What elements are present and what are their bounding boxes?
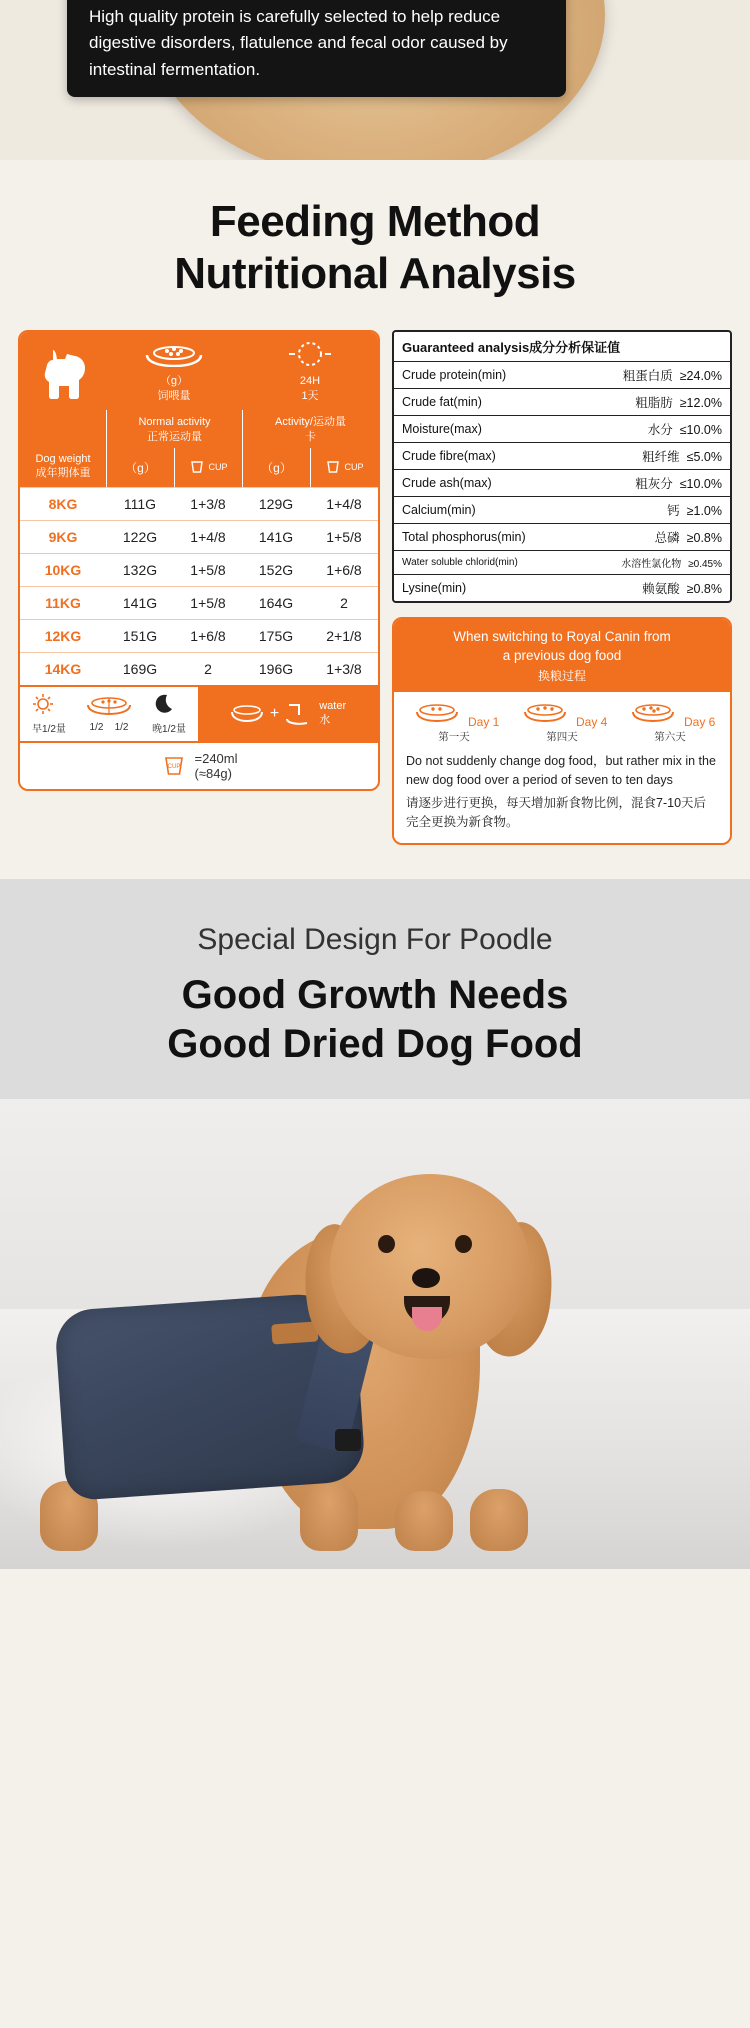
row-cup-active: 1+5/8 [326, 528, 362, 545]
analysis-name-en: Crude protein(min) [402, 367, 507, 382]
sun-icon [32, 693, 54, 715]
table-row [20, 553, 378, 586]
analysis-name-en: Crude ash(max) [402, 475, 492, 490]
weight-header [20, 448, 106, 487]
feeding-table-header [20, 332, 378, 411]
normal-activity-en: Normal activity [138, 416, 211, 429]
half-left: 1/2 [89, 721, 104, 733]
analysis-name-cn: 粗脂肪 [635, 395, 673, 410]
cup-conversion [20, 741, 378, 789]
analysis-name-cn: 粗蛋白质 [622, 368, 673, 383]
gram-header-2: （g） [242, 448, 310, 487]
title-line-2: Nutritional Analysis [174, 248, 576, 298]
bowl-day1-icon [409, 702, 465, 726]
daily-split-row [20, 685, 378, 741]
switching-head-line1: When switching to Royal Canin from [453, 628, 671, 644]
row-weight: 11KG [45, 594, 81, 611]
analysis-row [394, 551, 730, 575]
analysis-name-en: Calcium(min) [402, 502, 476, 517]
amount-meta [106, 332, 242, 411]
plus-sign: + [269, 704, 280, 722]
row-gram-active: 175G [258, 627, 294, 644]
food-photo-section [0, 0, 750, 160]
dog-eye-right [455, 1235, 472, 1253]
row-gram-normal: 122G [122, 528, 158, 545]
switching-body-en: Do not suddenly change dog food，but rather mix in the new dog food over a period of seven to ten days [406, 754, 716, 788]
time-label-en: 24H [299, 374, 321, 387]
analysis-row [394, 389, 730, 416]
normal-activity-cn: 正常运动量 [147, 430, 202, 443]
dog-leg [470, 1489, 528, 1551]
bowl-day6-icon [625, 702, 681, 726]
analysis-row [394, 470, 730, 497]
dog-head [330, 1174, 530, 1359]
cup-header-1 [174, 448, 242, 487]
row-gram-active: 129G [258, 495, 294, 512]
analysis-value: ≥0.8% [686, 530, 722, 545]
amount-label-cn: 饲喂量 [157, 389, 191, 402]
switch-day [625, 702, 716, 744]
row-cup-normal: 1+5/8 [190, 594, 226, 611]
switch-day-en: Day 1 [467, 715, 500, 730]
row-gram-active: 152G [258, 561, 294, 578]
poodle-headline-2: Good Dried Dog Food [167, 1022, 583, 1067]
bowl-icon [230, 702, 264, 726]
morning-evening-split [20, 687, 198, 741]
analysis-column [392, 330, 732, 846]
info-panels [0, 318, 750, 880]
moon-icon [152, 693, 174, 715]
row-cup-active: 1+3/8 [326, 660, 362, 677]
evening-label: 晚1/2量 [152, 723, 186, 735]
row-gram-normal: 132G [122, 561, 158, 578]
amount-label-en: （g） [159, 374, 189, 387]
row-gram-normal: 141G [122, 594, 158, 611]
morning-label: 早1/2量 [32, 723, 66, 735]
hero-caption: High quality protein is carefully selected to help reduce digestive disorders, flatulence and fecal odor caused by intestinal fermentation. [67, 0, 566, 97]
guaranteed-analysis-title: Guaranteed analysis成分分析保证值 [394, 332, 730, 362]
dog-leg [300, 1481, 358, 1551]
water-note [198, 687, 378, 741]
table-row [20, 520, 378, 553]
row-cup-normal: 1+4/8 [190, 528, 226, 545]
food-bowl-icon [106, 341, 242, 372]
analysis-name-en: Moisture(max) [402, 421, 482, 436]
analysis-row [394, 524, 730, 551]
analysis-name-cn: 总磷 [654, 530, 680, 545]
feeding-column [18, 330, 380, 791]
switch-day-en: Day 6 [683, 715, 716, 730]
weight-header-en: Dog weight [35, 452, 91, 465]
row-cup-active: 1+4/8 [326, 495, 362, 512]
analysis-name-cn: 赖氨酸 [642, 581, 680, 596]
analysis-name-en: Crude fat(min) [402, 394, 482, 409]
analysis-row [394, 416, 730, 443]
analysis-name-en: Total phosphorus(min) [402, 529, 526, 544]
high-activity-en: Activity/运动量 [275, 416, 346, 429]
cup-label-2: CUP [344, 462, 364, 473]
normal-activity-header [106, 410, 242, 448]
row-cup-active: 2+1/8 [326, 627, 362, 644]
row-gram-normal: 151G [122, 627, 158, 644]
cup-header-2 [310, 448, 378, 487]
analysis-name-cn: 水溶性氯化物 [621, 558, 682, 570]
row-cup-normal: 1+3/8 [190, 495, 226, 512]
analysis-value: ≥1.0% [686, 503, 722, 518]
half-right: 1/2 [114, 721, 129, 733]
row-gram-active: 164G [258, 594, 294, 611]
switching-header [394, 619, 730, 693]
switch-day [517, 702, 608, 744]
analysis-value: ≤10.0% [679, 476, 722, 491]
analysis-row [394, 575, 730, 601]
feeding-table-card [18, 330, 380, 791]
guaranteed-analysis-card [392, 330, 732, 603]
table-row [20, 487, 378, 520]
analysis-name-en: Lysine(min) [402, 580, 467, 595]
switch-day-cn: 第六天 [654, 731, 686, 744]
row-weight: 12KG [44, 627, 82, 644]
switching-head-cn: 换粮过程 [537, 668, 586, 683]
dog-eye-left [378, 1235, 395, 1253]
analysis-row [394, 497, 730, 524]
time-meta [242, 332, 378, 411]
analysis-row [394, 443, 730, 470]
units-header-row [20, 448, 378, 487]
strap-buckle [335, 1429, 361, 1451]
time-label-cn: 1天 [301, 389, 319, 402]
row-weight: 8KG [48, 495, 78, 512]
row-weight: 14KG [44, 660, 82, 677]
24h-clock-icon [242, 341, 378, 372]
row-gram-active: 196G [258, 660, 294, 677]
row-cup-normal: 1+5/8 [190, 561, 226, 578]
measuring-cup-icon [161, 753, 187, 779]
dog-nose [412, 1268, 440, 1288]
switch-day [409, 702, 500, 744]
svg-text:CUP: CUP [167, 763, 180, 770]
dog-sitting-icon [20, 332, 106, 411]
poodle-headline-1: Good Growth Needs [181, 973, 569, 1018]
water-label-cn: 水 [319, 713, 331, 726]
switch-day-en: Day 4 [575, 715, 608, 730]
analysis-value: ≤10.0% [679, 422, 722, 437]
poodle-headline-section [0, 879, 750, 1099]
faucet-icon [285, 701, 313, 727]
analysis-value: ≥0.45% [688, 558, 722, 570]
row-gram-normal: 169G [122, 660, 158, 677]
water-label-en: water [319, 699, 347, 712]
table-row [20, 619, 378, 652]
row-weight: 9KG [48, 528, 78, 545]
row-cup-active: 2 [340, 594, 348, 611]
analysis-name-cn: 水分 [647, 422, 673, 437]
switching-body-cn: 请逐步进行更换，每天增加新食物比例，混食7-10天后完全更换为新食物。 [406, 795, 707, 829]
title-line-1: Feeding Method [209, 197, 541, 246]
analysis-name-en: Water soluble chlorid(min) [402, 556, 518, 568]
activity-header-row [20, 410, 378, 448]
table-row [20, 652, 378, 685]
food-switching-card [392, 617, 732, 846]
analysis-value: ≤5.0% [686, 449, 722, 464]
analysis-value: ≥12.0% [679, 395, 722, 410]
switching-days [394, 692, 730, 750]
analysis-value: ≥24.0% [679, 368, 722, 383]
analysis-name-cn: 钙 [667, 503, 680, 518]
high-activity-header [242, 410, 378, 448]
weight-header-cn: 成年期体重 [35, 467, 91, 480]
page-title [0, 160, 750, 318]
row-weight: 10KG [44, 561, 82, 578]
analysis-value: ≥0.8% [686, 581, 722, 596]
table-row [20, 586, 378, 619]
bowl-day4-icon [517, 702, 573, 726]
dog-leg [395, 1491, 453, 1551]
poodle-photo [0, 1099, 750, 1569]
analysis-row [394, 362, 730, 389]
analysis-name-cn: 粗纤维 [642, 449, 680, 464]
row-cup-normal: 2 [204, 660, 212, 677]
gram-header-1: （g） [106, 448, 174, 487]
row-cup-active: 1+6/8 [326, 561, 362, 578]
analysis-name-en: Crude fibre(max) [402, 448, 496, 463]
cup-label-1: CUP [208, 462, 228, 473]
switching-body [394, 750, 730, 843]
poodle-subtitle: Special Design For Poodle [197, 923, 553, 957]
row-gram-normal: 111G [123, 495, 157, 512]
row-cup-normal: 1+6/8 [190, 627, 226, 644]
high-activity-cn: 卡 [305, 430, 316, 443]
switch-day-cn: 第一天 [438, 731, 470, 744]
switch-day-cn: 第四天 [546, 731, 578, 744]
leather-patch [271, 1321, 318, 1344]
half-bowl-icon [82, 695, 136, 717]
switching-head-line2: a previous dog food [502, 647, 622, 663]
cup-g: (≈84g) [194, 765, 232, 781]
row-gram-active: 141G [258, 528, 294, 545]
cup-ml: =240ml [194, 750, 238, 766]
analysis-name-cn: 粗灰分 [635, 476, 673, 491]
